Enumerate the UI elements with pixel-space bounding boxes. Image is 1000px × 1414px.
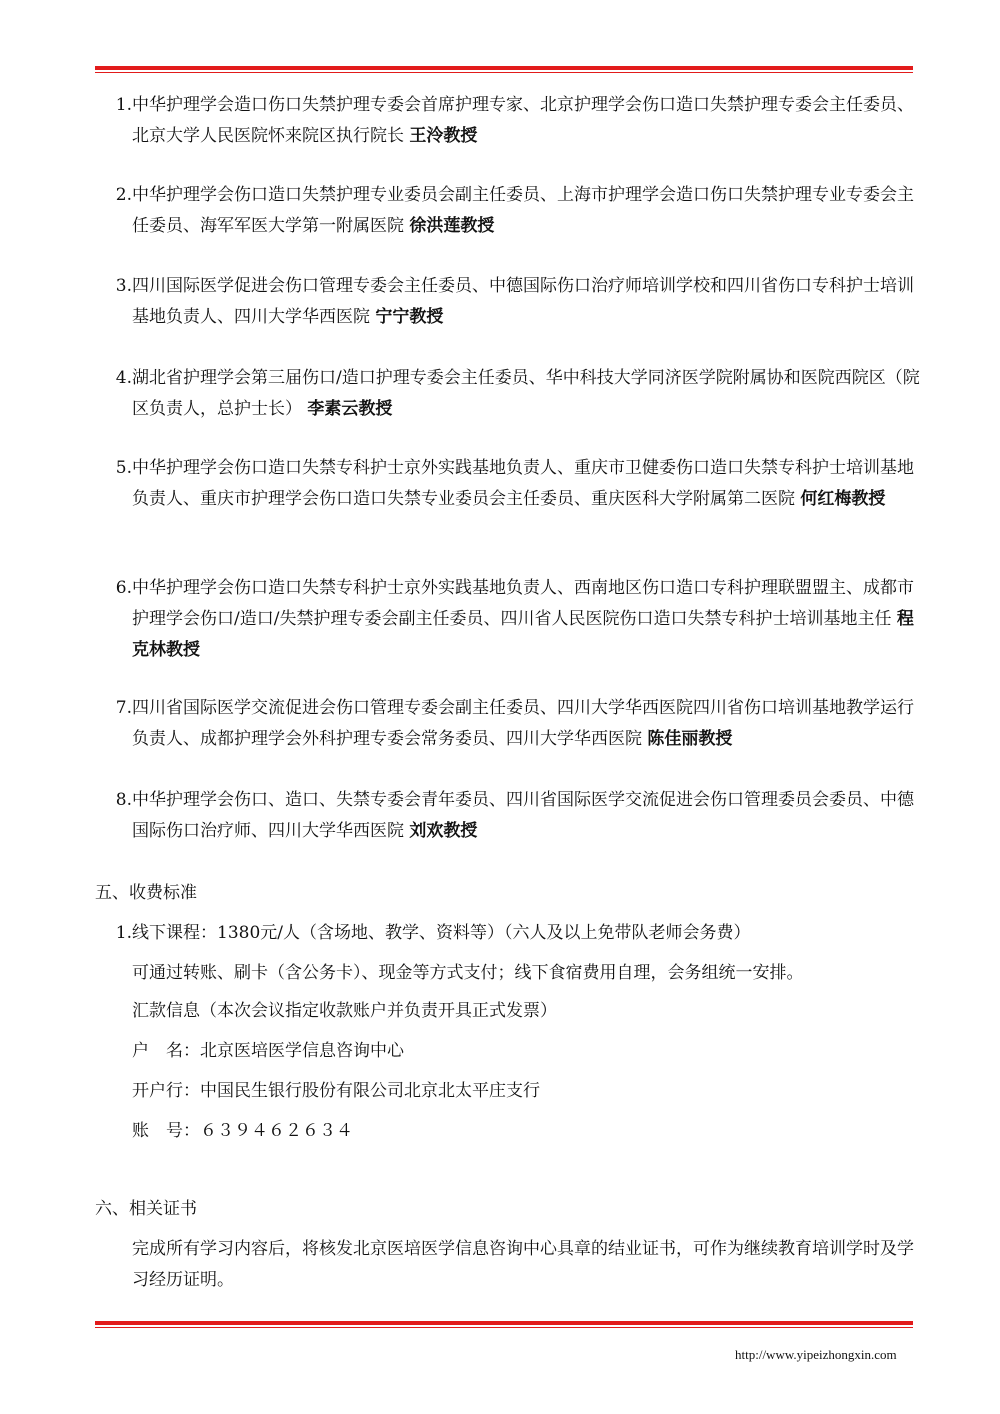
bank-name: 开户行：中国民生银行股份有限公司北京北太平庄支行: [132, 1081, 540, 1101]
speaker-item-3: [110, 271, 922, 333]
payment-methods: 可通过转账、刷卡（含公务卡）、现金等方式支付；线下食宿费用自理，会务组统一安排。: [132, 963, 804, 983]
item-number: 1.: [115, 923, 132, 943]
speaker-description: 四川省国际医学交流促进会伤口管理专委会副主任委员、四川大学华西医院四川省伤口培训基地教学运行负责人、成都护理学会外科护理专委会常务委员、四川大学华西医院: [132, 698, 914, 749]
footer-url: http://www.yipeizhongxin.com: [735, 1347, 897, 1362]
certificate-text: 完成所有学习内容后，将核发北京医培医学信息咨询中心具章的结业证书，可作为继续教育培训学时及学习经历证明。: [132, 1239, 914, 1290]
speaker-description: 中华护理学会伤口造口失禁专科护士京外实践基地负责人、重庆市卫健委伤口造口失禁专科护士培训基地负责人、重庆市护理学会伤口造口失禁专业委员会主任委员、重庆医科大学附属第二医院: [132, 458, 914, 509]
speaker-item-2: [110, 180, 922, 242]
speaker-name: 刘欢教授: [409, 821, 478, 841]
speaker-description: 四川国际医学促进会伤口管理专委会主任委员、中德国际伤口治疗师培训学校和四川省伤口专科护士培训基地负责人、四川大学华西医院: [132, 276, 914, 327]
item-number: 7.: [115, 698, 132, 718]
account-name: 户 名：北京医培医学信息咨询中心: [132, 1041, 404, 1061]
speaker-name: 何红梅教授: [800, 489, 886, 509]
speaker-description: 中华护理学会伤口造口失禁专科护士京外实践基地负责人、西南地区伤口造口专科护理联盟盟主、成都市护理学会伤口/造口/失禁护理专委会副主任委员、四川省人民医院伤口造口失禁专科护士培训基地主任: [132, 578, 914, 629]
speaker-item-4: [110, 363, 922, 425]
speaker-name: 宁宁教授: [375, 307, 444, 327]
speaker-description: 中华护理学会伤口、造口、失禁专委会青年委员、四川省国际医学交流促进会伤口管理委员会委员、中德国际伤口治疗师、四川大学华西医院: [132, 790, 914, 841]
speaker-name: 程克林教授: [132, 609, 914, 660]
top-red-rule: [95, 66, 913, 73]
item-number: 3.: [115, 276, 132, 296]
speaker-item-7: [110, 693, 922, 755]
item-number: 8.: [115, 790, 132, 810]
speaker-name: 徐洪莲教授: [409, 216, 495, 236]
certificate-heading: 六、相关证书: [95, 1199, 197, 1219]
item-number: 6.: [115, 578, 132, 598]
item-number: 1.: [115, 95, 132, 115]
account-number: 账 号：６３９４６２６３４: [132, 1121, 353, 1141]
speaker-item-6: [110, 573, 922, 666]
speaker-item-5: [110, 453, 922, 515]
item-number: 4.: [115, 368, 132, 388]
item-number: 5.: [115, 458, 132, 478]
speaker-item-8: [110, 785, 922, 847]
speaker-item-1: [110, 90, 922, 152]
item-number: 2.: [115, 185, 132, 205]
bottom-red-rule: [95, 1321, 913, 1328]
speaker-name: 李素云教授: [307, 399, 393, 419]
fees-heading: 五、收费标准: [95, 883, 197, 903]
speaker-description: 湖北省护理学会第三届伤口/造口护理专委会主任委员、华中科技大学同济医学院附属协和医院西院区（院区负责人，总护士长）: [132, 368, 920, 419]
remittance-title: 汇款信息（本次会议指定收款账户并负责开具正式发票）: [132, 1001, 557, 1021]
fees-item-1: [110, 918, 922, 949]
speaker-name: 王泠教授: [409, 126, 478, 146]
speaker-name: 陈佳丽教授: [647, 729, 733, 749]
speaker-description: 中华护理学会造口伤口失禁护理专委会首席护理专家、北京护理学会伤口造口失禁护理专委会主任委员、北京大学人民医院怀来院区执行院长: [132, 95, 914, 146]
speaker-description: 中华护理学会伤口造口失禁护理专业委员会副主任委员、上海市护理学会造口伤口失禁护理专业专委会主任委员、海军军医大学第一附属医院: [132, 185, 914, 236]
fees-course-text: 线下课程：1380元/人（含场地、教学、资料等）（六人及以上免带队老师会务费）: [132, 923, 751, 943]
